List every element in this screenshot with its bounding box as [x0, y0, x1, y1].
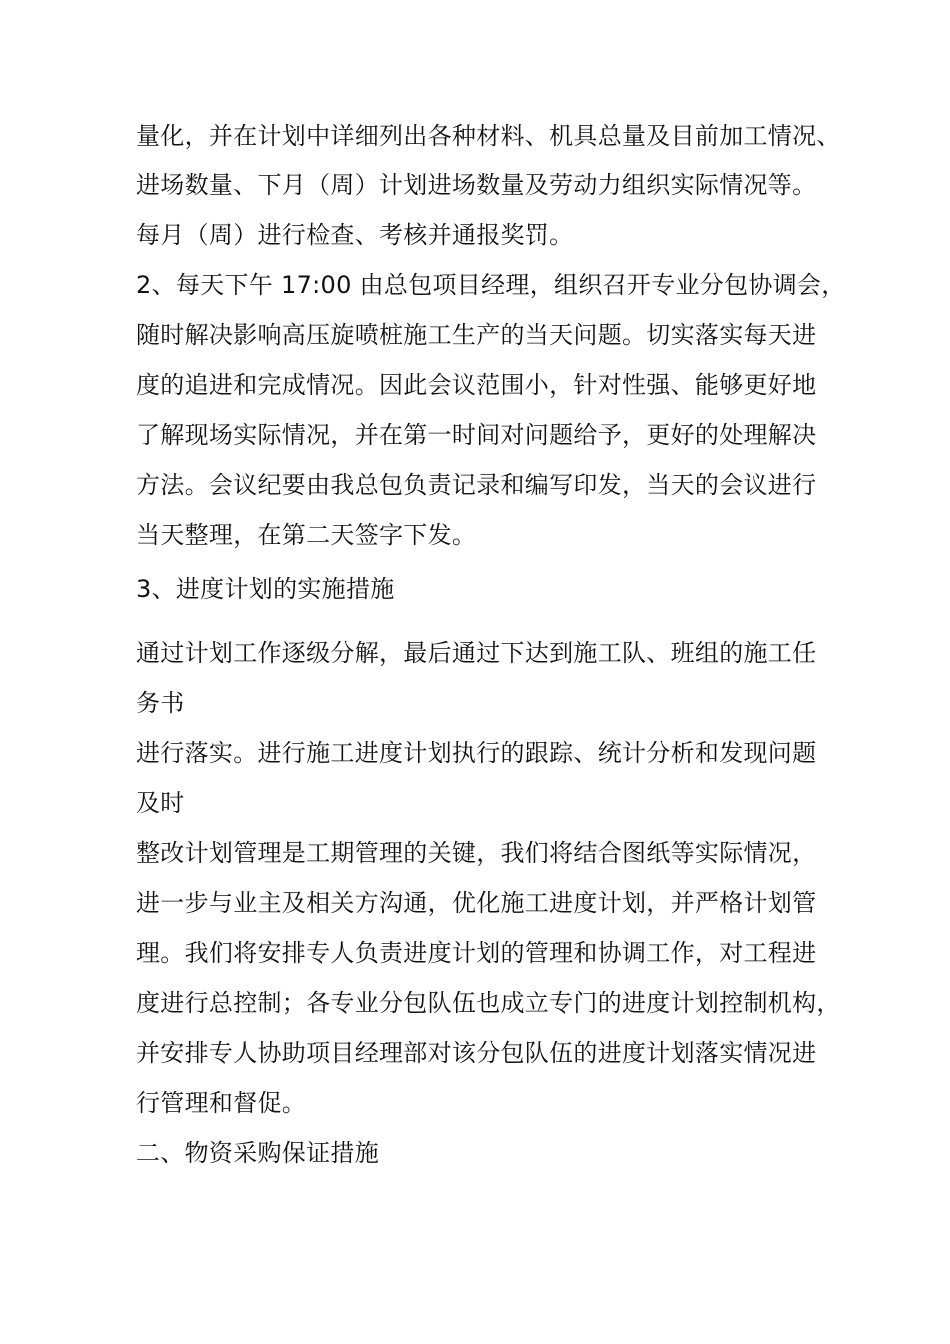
paragraph-line: 进一步与业主及相关方沟通，优化施工进度计划，并严格计划管	[136, 889, 817, 917]
paragraph-line: 量化，并在计划中详细列出各种材料、机具总量及目前加工情况、	[136, 122, 841, 150]
paragraph-line: 整改计划管理是工期管理的关键，我们将结合图纸等实际情况，	[136, 839, 817, 867]
paragraph-line: 当天整理，在第二天签字下发。	[136, 521, 477, 549]
paragraph-line: 度进行总控制；各专业分包队伍也成立专门的进度计划控制机构，	[136, 989, 841, 1017]
paragraph-line: 行管理和督促。	[136, 1089, 307, 1117]
paragraph-line: 随时解决影响高压旋喷桩施工生产的当天问题。切实落实每天进	[136, 321, 817, 349]
paragraph-line: 方法。会议纪要由我总包负责记录和编写印发，当天的会议进行	[136, 471, 817, 499]
paragraph-line: 了解现场实际情况，并在第一时间对问题给予，更好的处理解决	[136, 421, 817, 449]
paragraph-line: 进场数量、下月（周）计划进场数量及劳动力组织实际情况等。	[136, 171, 817, 199]
paragraph-line: 及时	[136, 789, 185, 817]
paragraph-line: 理。我们将安排专人负责进度计划的管理和协调工作，对工程进	[136, 939, 817, 967]
paragraph-line: 进行落实。进行施工进度计划执行的跟踪、统计分析和发现问题	[136, 739, 817, 767]
section-heading: 二、物资采购保证措施	[136, 1139, 379, 1167]
paragraph-line: 度的追进和完成情况。因此会议范围小，针对性强、能够更好地	[136, 371, 817, 399]
paragraph-line: 通过计划工作逐级分解，最后通过下达到施工队、班组的施工任	[136, 639, 817, 667]
paragraph-line: 每月（周）进行检查、考核并通报奖罚。	[136, 221, 574, 249]
paragraph-line: 2、每天下午 17:00 由总包项目经理，组织召开专业分包协调会，	[136, 271, 846, 299]
paragraph-line: 务书	[136, 689, 185, 717]
paragraph-line: 并安排专人协助项目经理部对该分包队伍的进度计划落实情况进	[136, 1039, 817, 1067]
section-heading: 3、进度计划的实施措施	[136, 575, 395, 603]
